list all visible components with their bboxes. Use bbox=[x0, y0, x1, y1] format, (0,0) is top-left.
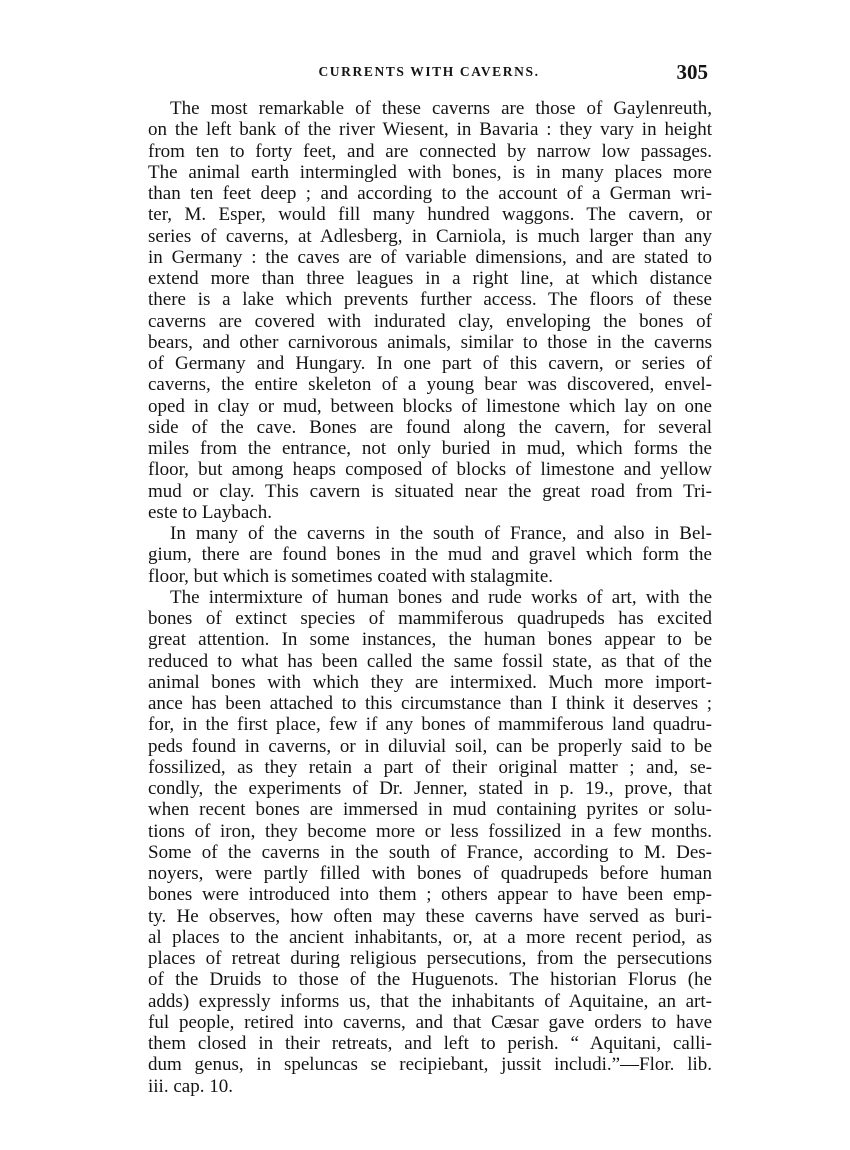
text-line: fossilized, as they retain a part of their original matter ; and, se- bbox=[148, 756, 712, 778]
text-line: of the Druids to those of the Huguenots. The historian Florus (he bbox=[148, 969, 712, 991]
text-line: In many of the caverns in the south of France, and also in Bel- bbox=[170, 523, 712, 544]
text-line: extend more than three leagues in a right line, at which distance bbox=[148, 268, 712, 289]
text-line: than ten feet deep ; and according to the account of a German wri- bbox=[148, 183, 712, 204]
text-line: condly, the experiments of Dr. Jenner, stated in p. 19., prove, that bbox=[148, 778, 712, 799]
text-line: them closed in their retreats, and left to perish. “ Aquitani, calli- bbox=[148, 1033, 712, 1054]
text-line: oped in clay or mud, between blocks of limestone which lay on one bbox=[148, 395, 712, 417]
text-line: from ten to forty feet, and are connected by narrow low passages. bbox=[148, 140, 712, 162]
text-line: este to Laybach. bbox=[148, 501, 272, 523]
text-line: animal bones with which they are intermixed. Much more import- bbox=[148, 671, 712, 693]
text-line: The most remarkable of these caverns are those of Gaylenreuth, bbox=[170, 98, 712, 119]
text-line: ter, M. Esper, would fill many hundred waggons. The cavern, or bbox=[148, 204, 712, 226]
running-head bbox=[150, 60, 708, 90]
text-line: on the left bank of the river Wiesent, in Bavaria : they vary in height bbox=[148, 119, 712, 141]
text-line: floor, but which is sometimes coated with stalagmite. bbox=[148, 565, 554, 587]
text-line: The animal earth intermingled with bones, is in many places more bbox=[148, 161, 712, 183]
text-line: in Germany : the caves are of variable dimensions, and are stated to bbox=[148, 246, 712, 268]
text-line: mud or clay. This cavern is situated near the great road from Tri- bbox=[148, 480, 712, 502]
text-line: places of retreat during religious persecutions, from the persecutions bbox=[148, 948, 712, 969]
text-line: caverns are covered with indurated clay, enveloping the bones of bbox=[148, 310, 712, 332]
running-title: CURRENTS WITH CAVERNS. bbox=[318, 64, 540, 79]
body-text bbox=[148, 98, 712, 1097]
text-line: great attention. In some instances, the human bones appear to be bbox=[148, 629, 712, 651]
text-line: miles from the entrance, not only buried in mud, which forms the bbox=[148, 438, 712, 459]
text-line: series of caverns, at Adlesberg, in Carniola, is much larger than any bbox=[148, 225, 712, 247]
text-line: of Germany and Hungary. In one part of this cavern, or series of bbox=[148, 353, 712, 374]
text-line: dum genus, in speluncas se recipiebant, jussit includi.”—Flor. lib. bbox=[148, 1054, 712, 1076]
text-line: there is a lake which prevents further access. The floors of these bbox=[148, 289, 712, 311]
page-number: 305 bbox=[676, 60, 708, 84]
text-line: ty. He observes, how often may these caverns have served as buri- bbox=[148, 905, 712, 927]
text-line: adds) expressly informs us, that the inhabitants of Aquitaine, an art- bbox=[148, 990, 712, 1012]
text-line: caverns, the entire skeleton of a young bear was discovered, envel- bbox=[148, 374, 712, 396]
text-line: iii. cap. 10. bbox=[148, 1075, 233, 1097]
text-line: for, in the first place, few if any bones of mammiferous land quadru- bbox=[148, 714, 712, 736]
text-line: bones of extinct species of mammiferous quadrupeds has excited bbox=[148, 608, 712, 629]
text-line: reduced to what has been called the same fossil state, as that of the bbox=[148, 650, 712, 672]
text-line: al places to the ancient inhabitants, or, at a more recent period, as bbox=[148, 926, 712, 948]
text-line: gium, there are found bones in the mud and gravel which form the bbox=[148, 544, 712, 566]
text-line: floor, but among heaps composed of blocks of limestone and yellow bbox=[148, 459, 712, 481]
text-line: ance has been attached to this circumstance than I think it deserves ; bbox=[148, 693, 712, 714]
text-line: noyers, were partly filled with bones of quadrupeds before human bbox=[148, 863, 712, 884]
text-line: The intermixture of human bones and rude works of art, with the bbox=[170, 586, 712, 608]
text-line: side of the cave. Bones are found along the cavern, for several bbox=[148, 416, 712, 438]
text-line: Some of the caverns in the south of France, according to M. Des- bbox=[148, 841, 712, 863]
text-line: bones were introduced into them ; others appear to have been emp- bbox=[148, 884, 712, 906]
text-line: tions of iron, they become more or less fossilized in a few months. bbox=[148, 820, 712, 842]
text-line: when recent bones are immersed in mud containing pyrites or solu- bbox=[148, 799, 712, 821]
text-line: peds found in caverns, or in diluvial soil, can be properly said to be bbox=[148, 735, 712, 757]
text-line: ful people, retired into caverns, and that Cæsar gave orders to have bbox=[148, 1011, 712, 1033]
text-line: bears, and other carnivorous animals, similar to those in the caverns bbox=[148, 331, 712, 353]
